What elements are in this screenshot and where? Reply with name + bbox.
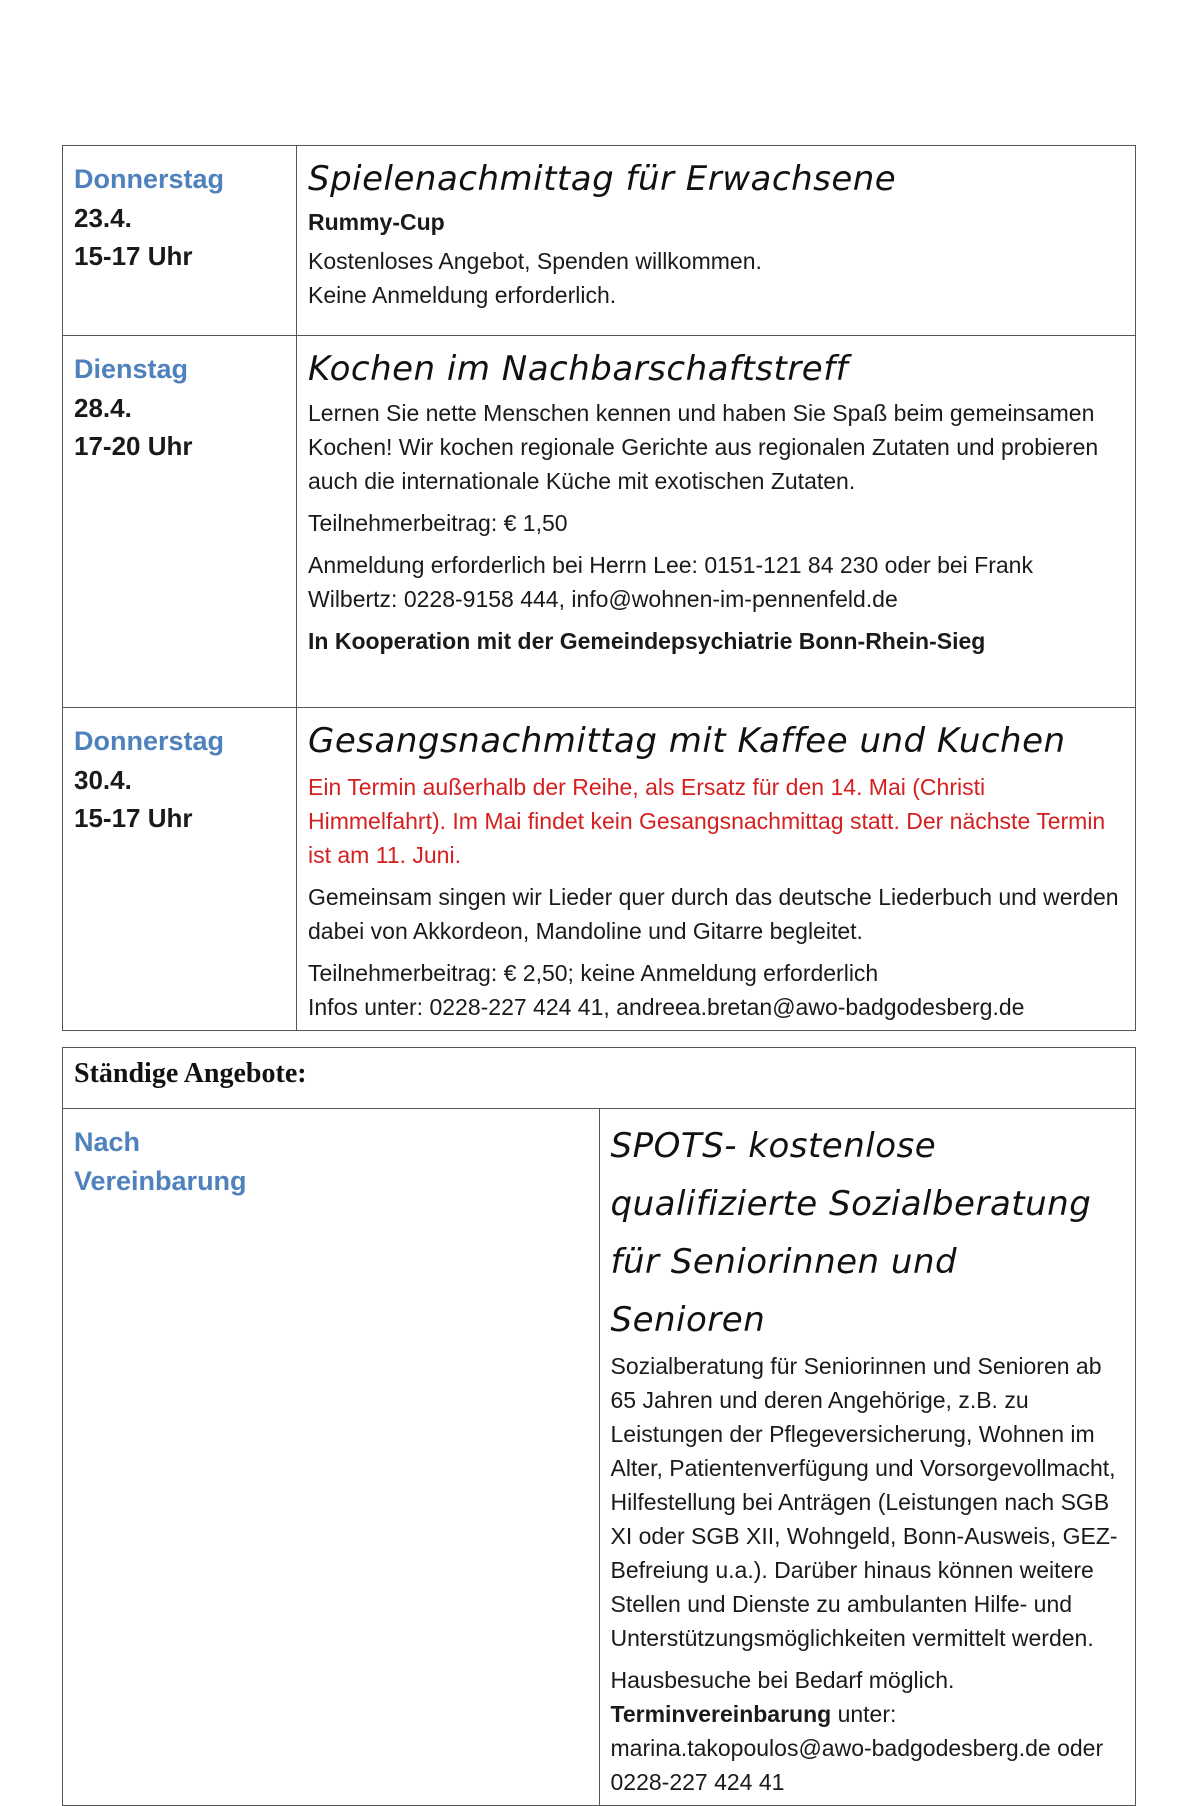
standing-heading: Ständige Angebote: — [74, 1058, 307, 1089]
event-date-cell — [63, 336, 297, 708]
standing-row — [63, 1109, 1136, 1806]
standing-description: Sozialberatung für Seniorinnen und Senioren ab 65 Jahren und deren Angehörige, z.B. zu Leistungen der Pflegeversicherung, Wohnen im Alter, Patientenverfügung und Vorsorgevollmacht, Hilfestellung bei Anträgen (Leistungen nach SGB XI oder SGB XII, Wohngeld, Bonn-Ausweis, GEZ-Befreiung u.a.). Darüber hinaus können weitere Stellen und Dienste zu ambulanten Hilfe- und Unterstützungsmöglichkeiten vermittelt werden. — [610, 1353, 1118, 1651]
event-date: 30.4. — [74, 765, 132, 795]
standing-visits — [611, 1663, 1122, 1799]
event-subtitle: Rummy-Cup — [308, 209, 445, 235]
event-row — [63, 708, 1136, 1031]
event-date: 28.4. — [74, 393, 132, 423]
event-title: Gesangsnachmittag mit Kaffee und Kuchen — [308, 721, 1066, 761]
event-date-cell — [63, 708, 297, 1031]
event-info — [308, 244, 1121, 312]
event-info-line: Infos unter: 0228-227 424 41, andreea.bretan@awo-badgodesberg.de — [308, 994, 1025, 1020]
event-row — [63, 336, 1136, 708]
event-time: 17-20 Uhr — [74, 431, 193, 461]
event-date: 23.4. — [74, 203, 132, 233]
event-row — [63, 146, 1136, 336]
event-description: Gemeinsam singen wir Lieder quer durch das deutsche Liederbuch und werden dabei von Akkordeon, Mandoline und Gitarre begleitet. — [308, 884, 1119, 944]
event-content-cell — [297, 336, 1136, 708]
event-title: Spielenachmittag für Erwachsene — [308, 159, 897, 199]
event-fee: Teilnehmerbeitrag: € 1,50 — [308, 510, 568, 536]
standing-when-cell — [63, 1109, 600, 1806]
event-time: 15-17 Uhr — [74, 241, 193, 271]
event-day: Donnerstag — [74, 164, 225, 194]
standing-visits-suffix: unter: — [837, 1701, 897, 1727]
standing-when-line: Vereinbarung — [74, 1166, 247, 1196]
standing-visits-bold: Terminvereinbarung — [610, 1701, 832, 1727]
event-content-cell — [297, 146, 1136, 336]
event-info-line: Keine Anmeldung erforderlich. — [308, 282, 617, 308]
standing-header-cell — [63, 1048, 1136, 1109]
event-cooperation: In Kooperation mit der Gemeindepsychiatrie Bonn-Rhein-Sieg — [308, 628, 986, 654]
event-day: Donnerstag — [74, 726, 225, 756]
event-title: Kochen im Nachbarschaftstreff — [308, 349, 849, 389]
standing-offers-table — [62, 1047, 1136, 1806]
event-date-cell — [63, 146, 297, 336]
event-day: Dienstag — [74, 354, 189, 384]
standing-contact: marina.takopoulos@awo-badgodesberg.de oder 0228-227 424 41 — [610, 1735, 1104, 1795]
event-fee: Teilnehmerbeitrag: € 2,50; keine Anmeldung erforderlich — [308, 960, 879, 986]
standing-when-line: Nach — [74, 1127, 141, 1157]
event-registration: Anmeldung erforderlich bei Herrn Lee: 0151-121 84 230 oder bei Frank Wilbertz: 0228-9158 444, info@wohnen-im-pennenfeld.de — [308, 552, 1033, 612]
standing-title: SPOTS- kostenlose qualifizierte Sozialberatung für Seniorinnen und Senioren — [610, 1126, 1092, 1340]
event-notice: Ein Termin außerhalb der Reihe, als Ersatz für den 14. Mai (Christi Himmelfahrt). Im Mai findet kein Gesangsnachmittag statt. Der nächste Termin ist am 11. Juni. — [308, 774, 1106, 868]
event-info-line: Kostenloses Angebot, Spenden willkommen. — [308, 248, 762, 274]
event-time: 15-17 Uhr — [74, 803, 193, 833]
event-description: Lernen Sie nette Menschen kennen und haben Sie Spaß beim gemeinsamen Kochen! Wir kochen regionale Gerichte aus regionalen Zutaten und probieren auch die internationale Küche mit exotischen Zutaten. — [308, 400, 1099, 494]
events-table — [62, 145, 1136, 1031]
event-fee-info — [308, 956, 1121, 1024]
standing-visits-prefix: Hausbesuche bei Bedarf möglich. — [610, 1667, 955, 1693]
standing-header-row — [63, 1048, 1136, 1109]
event-content-cell — [297, 708, 1136, 1031]
standing-content-cell — [599, 1109, 1136, 1806]
